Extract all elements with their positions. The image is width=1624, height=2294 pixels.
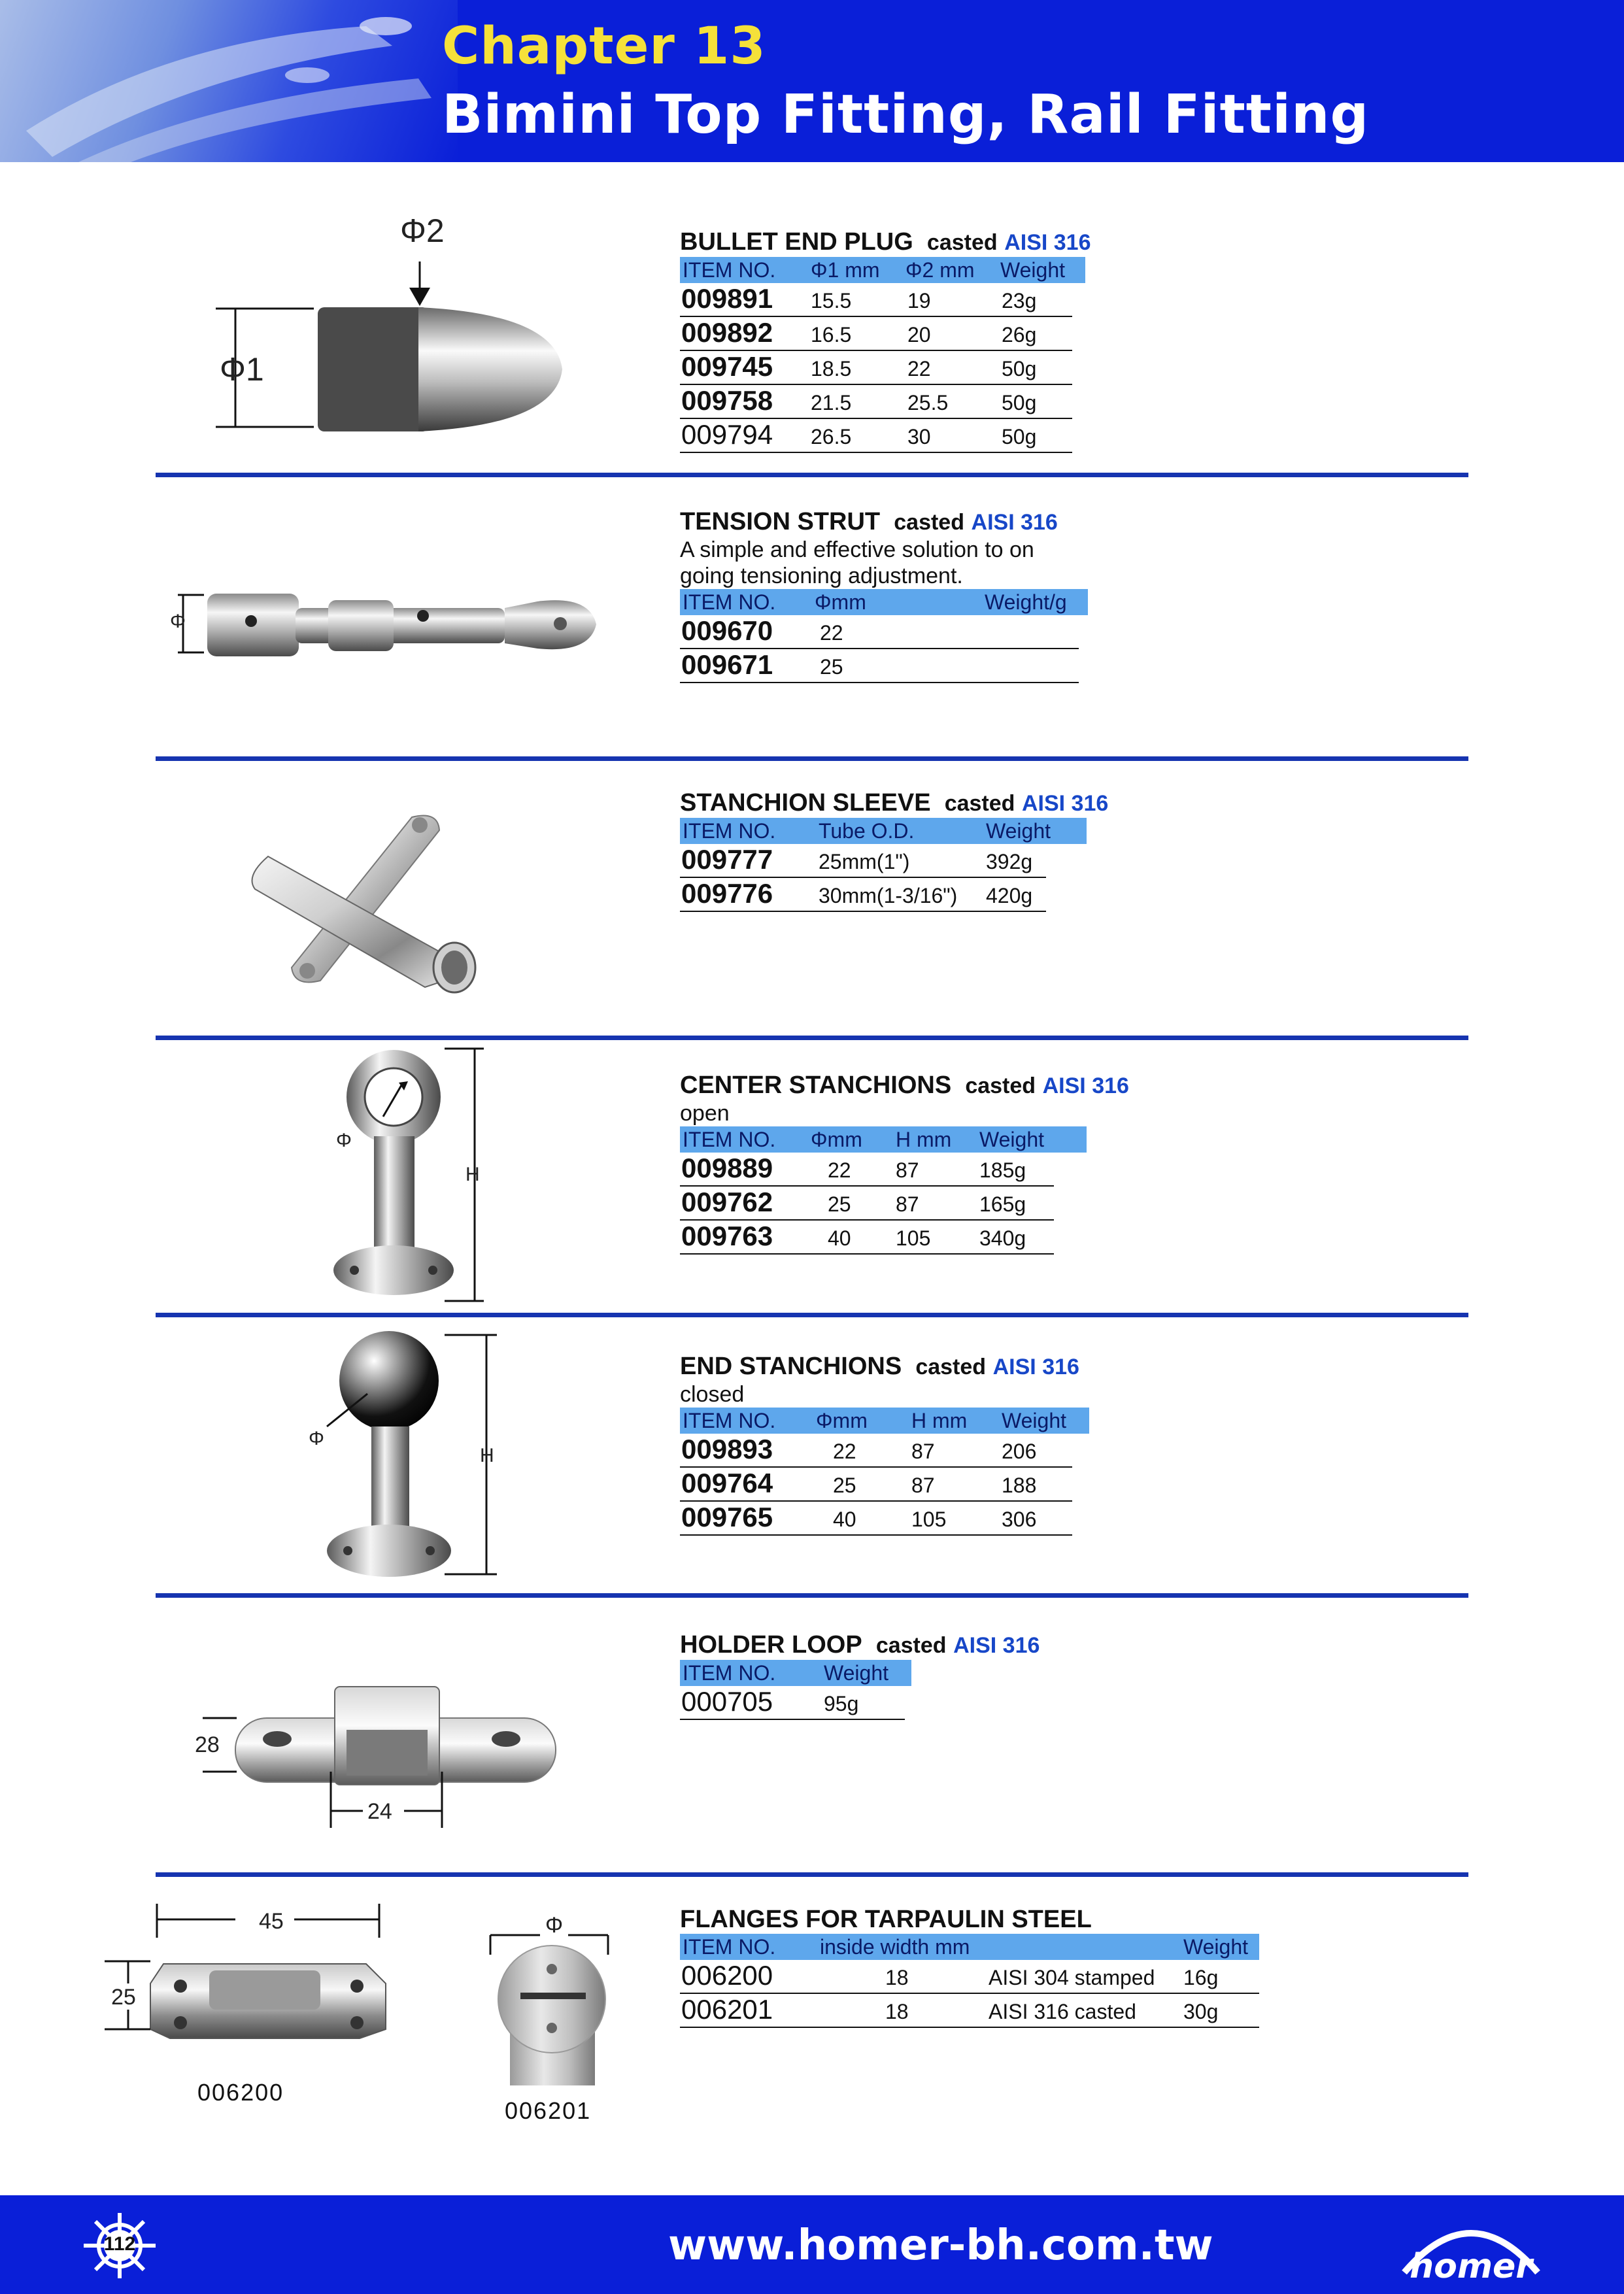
table-row: 009889 22 87 185g [680, 1153, 1054, 1187]
table-header: ITEM NO. Weight [680, 1660, 911, 1686]
table-row: 009764 25 87 188 [680, 1468, 1072, 1502]
table-row: 009745 18.5 22 50g [680, 351, 1072, 385]
page-title: Bimini Top Fitting, Rail Fitting [442, 84, 1370, 146]
section-description: A simple and effective solution to on [680, 537, 1034, 562]
table-row: 009776 30mm(1-3/16") 420g [680, 878, 1046, 912]
table-row: 009893 22 87 206 [680, 1434, 1072, 1468]
section-divider [156, 1593, 1468, 1598]
section-divider [156, 1313, 1468, 1317]
table-row: 009777 25mm(1") 392g [680, 844, 1046, 878]
dim-h: H [465, 1164, 480, 1185]
table-header: ITEM NO. Φ1 mm Φ2 mm Weight [680, 257, 1085, 283]
table-row: 000705 95g [680, 1686, 905, 1720]
section-title: FLANGES FOR TARPAULIN STEEL [680, 1906, 1092, 1933]
table-row: 009892 16.5 20 26g [680, 317, 1072, 351]
tension-strut-image [171, 575, 603, 673]
flange-006200-image [98, 1898, 399, 2055]
dim-phi: Φ [336, 1130, 352, 1151]
end-stanchions-section [680, 1352, 1281, 1536]
dim-height: 28 [195, 1732, 220, 1757]
table-row: 009670 22 [680, 615, 1079, 649]
page-header [0, 0, 1624, 162]
header-photo [0, 0, 458, 162]
tension-strut-section [680, 507, 1281, 683]
table-row: 009671 25 [680, 649, 1079, 683]
table-row: 009891 15.5 19 23g [680, 283, 1072, 317]
center-stanchions-section [680, 1071, 1281, 1255]
dim-phi1: Φ1 [220, 351, 264, 388]
svg-text:homer: homer [1410, 2247, 1532, 2286]
section-title: CENTER STANCHIONS casted AISI 316 [680, 1071, 1129, 1099]
section-description: closed [680, 1382, 745, 1407]
section-title: END STANCHIONS casted AISI 316 [680, 1353, 1079, 1380]
dim-height: 25 [111, 1985, 136, 2010]
table-row: 009763 40 105 340g [680, 1221, 1054, 1255]
section-title: BULLET END PLUG casted AISI 316 [680, 228, 1091, 256]
bullet-end-plug-image [209, 209, 575, 445]
holder-loop-section [680, 1630, 1281, 1720]
section-title: STANCHION SLEEVE casted AISI 316 [680, 789, 1109, 817]
table-header: ITEM NO. Φmm H mm Weight [680, 1408, 1089, 1434]
dim-phi: Φ [309, 1428, 324, 1449]
page-number: 112 [103, 2233, 136, 2255]
section-title: TENSION STRUT casted AISI 316 [680, 508, 1058, 535]
dim-width: 24 [367, 1799, 392, 1824]
table-header: ITEM NO. Φmm H mm Weight [680, 1126, 1087, 1153]
table-row: 009765 40 105 306 [680, 1502, 1072, 1536]
table-row: 006201 18 AISI 316 casted 30g [680, 1994, 1259, 2028]
section-description: open [680, 1101, 730, 1126]
website-url[interactable]: www.homer-bh.com.tw [668, 2221, 1213, 2270]
section-divider [156, 1036, 1468, 1040]
table-row: 006200 18 AISI 304 stamped 16g [680, 1960, 1259, 1994]
bullet-end-plug-section [680, 228, 1281, 453]
flange-006201-image [484, 1915, 615, 2092]
page-footer [0, 2195, 1624, 2294]
section-divider [156, 1872, 1468, 1877]
dim-phi: Φ [170, 611, 186, 632]
product-caption: 006201 [505, 2097, 592, 2124]
table-row: 009758 21.5 25.5 50g [680, 385, 1072, 419]
product-caption: 006200 [197, 2079, 284, 2106]
table-header: ITEM NO. inside width mm Weight [680, 1934, 1259, 1960]
flanges-section [680, 1905, 1281, 2028]
section-divider [156, 756, 1468, 761]
table-header: ITEM NO. Tube O.D. Weight [680, 818, 1087, 844]
chapter-label: Chapter 13 [442, 17, 766, 76]
dim-h: H [480, 1445, 494, 1466]
table-row: 009794 26.5 30 50g [680, 419, 1072, 453]
dim-phi2: Φ2 [400, 212, 445, 249]
dim-width: 45 [259, 1909, 284, 1934]
section-title: HOLDER LOOP casted AISI 316 [680, 1631, 1040, 1659]
section-divider [156, 473, 1468, 477]
end-stanchion-image [307, 1328, 503, 1590]
stanchion-sleeve-image [248, 804, 497, 1000]
stanchion-sleeve-section [680, 788, 1281, 912]
homer-logo [1393, 2207, 1549, 2286]
boat-fitting-photo [0, 0, 458, 162]
section-description: going tensioning adjustment. [680, 564, 963, 588]
table-row: 009762 25 87 165g [680, 1187, 1054, 1221]
dim-phi: Φ [540, 1913, 568, 1938]
table-header: ITEM NO. Φmm Weight/g [680, 589, 1088, 615]
